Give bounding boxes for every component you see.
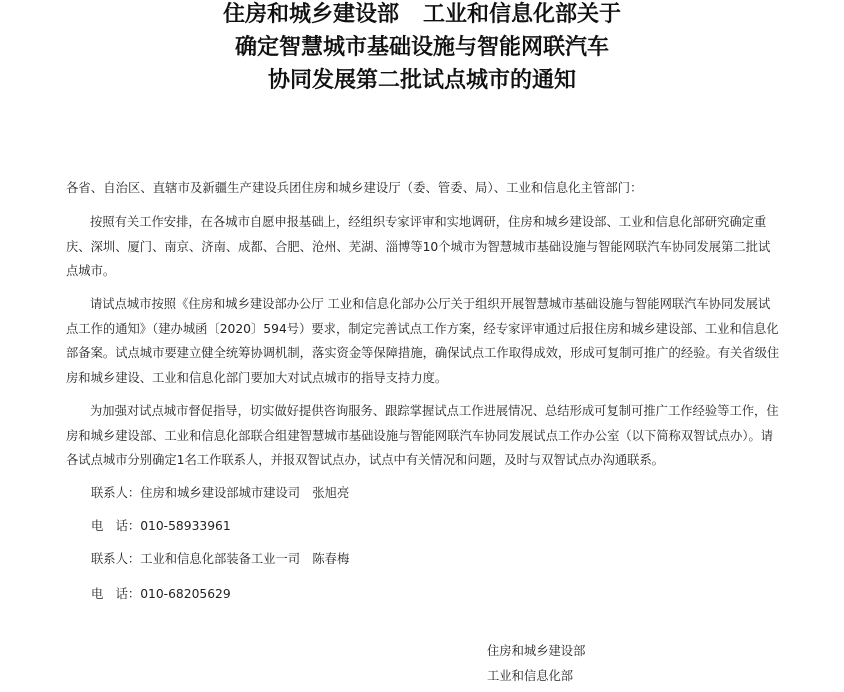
contact-value: 住房和城乡建设部城市建设司 张旭亮 — [140, 486, 350, 500]
title-issuer-miit: 工业和信息化部关于 — [423, 2, 622, 27]
contact-label: 联系人： — [91, 552, 141, 566]
contact-label: 联系人： — [91, 486, 141, 500]
notice-title-line-2: 确定智慧城市基础设施与智能网联汽车 — [234, 35, 609, 60]
contact-phone-1 — [91, 516, 231, 536]
contact-label: 电 话： — [91, 587, 141, 601]
title-issuer-mohurd: 住房和城乡建设部 — [222, 2, 399, 27]
notice-title-line-1 — [0, 0, 844, 30]
signature-mohurd: 住房和城乡建设部 — [487, 644, 586, 658]
paragraph-3: 为加强对试点城市督促指导，切实做好提供咨询服务、跟踪掌握试点工作进展情况、总结形成可复制可推广工作经验等工作，住房和城乡建设部、工业和信息化部联合组建智慧城市基础设施与智能网联汽车协同发展试点工作办公室（以下简称双智试点办）。请各试点城市分别确定1名工作联系人，并报双智试点办，试点中有关情况和问题，及时与双智试点办沟通联系。 — [66, 404, 779, 467]
contact-phone-2 — [91, 584, 231, 604]
contact-person-2 — [91, 549, 349, 569]
contact-value: 010-68205629 — [140, 587, 231, 601]
contact-value: 工业和信息化部装备工业一司 陈春梅 — [140, 552, 350, 566]
contact-value: 010-58933961 — [140, 519, 231, 533]
paragraph-2: 请试点城市按照《住房和城乡建设部办公厅 工业和信息化部办公厅关于组织开展智慧城市基础设施与智能网联汽车协同发展试点工作的通知》（建办城函〔2020〕594号）要求，制定完善试点工作方案，经专家评审通过后报住房和城乡建设部、工业和信息化部备案。试点城市要建立健全统筹协调机制，落实资金等保障措施，确保试点工作取得成效，形成可复制可推广的经验。有关省级住房和城乡建设、工业和信息化部门要加大对试点城市的指导支持力度。 — [66, 297, 780, 385]
salutation: 各省、自治区、直辖市及新疆生产建设兵团住房和城乡建设厅（委、管委、局）、工业和信息化主管部门： — [66, 181, 643, 195]
signature-miit: 工业和信息化部 — [487, 669, 574, 683]
paragraph-1: 按照有关工作安排，在各城市自愿申报基础上，经组织专家评审和实地调研，住房和城乡建设部、工业和信息化部研究确定重庆、深圳、厦门、南京、济南、成都、合肥、沧州、芜湖、淄博等10个城市为智慧城市基础设施与智能网联汽车协同发展第二批试点城市。 — [66, 215, 771, 278]
contact-label: 电 话： — [91, 519, 141, 533]
notice-title-line-3: 协同发展第二批试点城市的通知 — [267, 68, 576, 93]
contact-person-1 — [91, 483, 349, 503]
